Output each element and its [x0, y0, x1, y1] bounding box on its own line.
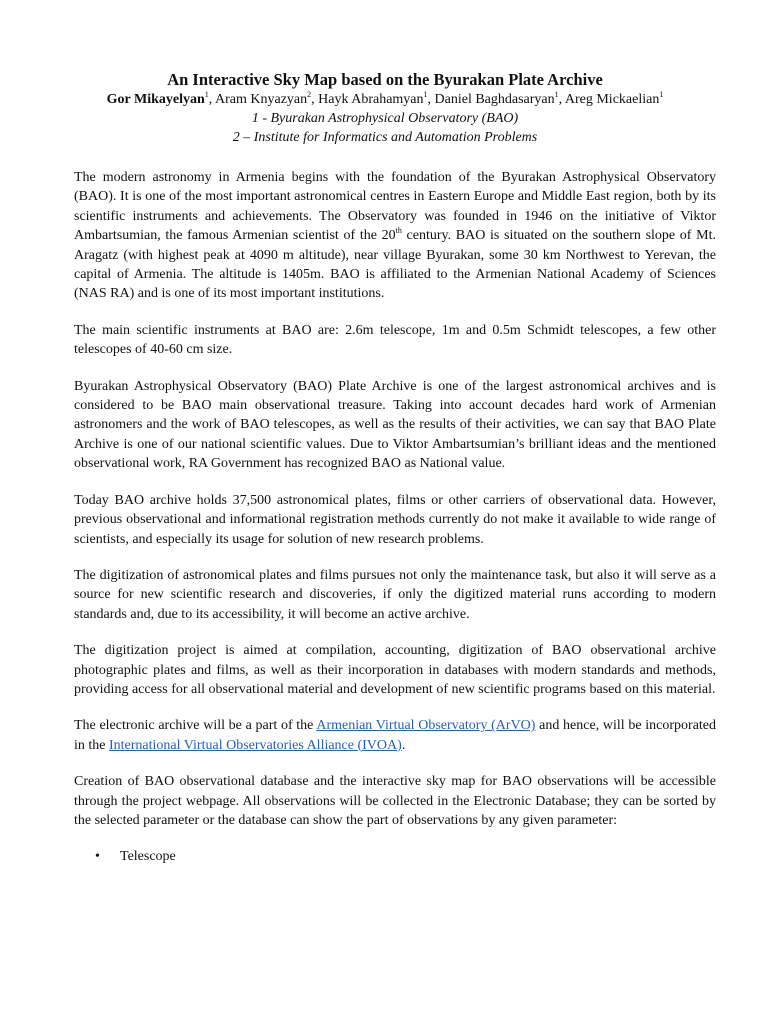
affiliation-2: 2 – Institute for Informatics and Automation Problems	[232, 130, 538, 145]
paper-header	[0, 70, 770, 147]
author-separator: ,	[208, 92, 216, 107]
paragraph-electronic-archive	[74, 716, 716, 755]
author-affil-mark: 1	[659, 90, 664, 99]
superscript: th	[395, 226, 402, 236]
author-affil-mark: 1	[423, 90, 428, 99]
paragraph-text: The modern astronomy in Armenia begins with the foundation of the Byurakan Astrophysical Observatory (BAO). It is one of the most important astronomical centres in Eastern Europe and Middle East region, both by its scientific instruments and achievements. The Observatory was founded in 1946 on the initiative of Viktor Ambartsumian, the famous Armenian scientist of the 20	[74, 170, 716, 244]
paragraph-instruments: The main scientific instruments at BAO are: 2.6m telescope, 1m and 0.5m Schmidt telescopes, a few other telescopes of 40-60 cm size.	[74, 322, 716, 358]
paragraph-database: Creation of BAO observational database and the interactive sky map for BAO observations will be accessible through the project webpage. All observations will be collected in the Electronic Database; they can be sorted by the selected parameter or the database can show the part of observations by any given parameter:	[74, 774, 716, 828]
parameter-list	[74, 847, 716, 866]
author-separator: ,	[427, 92, 435, 107]
author-name: Gor Mikayelyan	[106, 92, 205, 107]
bullet-icon: •	[95, 849, 100, 865]
paragraph-archive-holdings: Today BAO archive holds 37,500 astronomical plates, films or other carriers of observational data. However, previous observational and informational registration methods currently do not make it available to wide range of scientists, and especially its usage for solution of new research problems.	[74, 492, 716, 547]
paragraph-project-aim: The digitization project is aimed at compilation, accounting, digitization of BAO observational archive photographic plates and films, as well as their incorporation in databases with modern standards and methods, providing access for all observational material and development of new scientific programs based on this material.	[74, 643, 716, 697]
list-item	[95, 847, 716, 866]
paragraph-text: The electronic archive will be a part of the	[74, 718, 317, 734]
paragraph-digitization: The digitization of astronomical plates and films pursues not only the maintenance task, but also it will serve as a source for new scientific research and discoveries, if only the digitized material runs according to modern standards and, due to its accessibility, it will become an active archive.	[74, 567, 716, 622]
paragraph-text: and hence, will be incorporated in the	[74, 718, 717, 753]
paragraph-text: century. BAO is situated on the southern slope of Mt. Aragatz (with highest peak at 4090 m altitude), near village Byurakan, some 30 km Northwest to Yerevan, the capital of Armenia. The altitude is 1405m. BAO is affiliated to the Armenian National Academy of Sciences (NAS RA) and is one of its most important institutions.	[74, 228, 716, 302]
paragraph-plate-archive: Byurakan Astrophysical Observatory (BAO) Plate Archive is one of the largest astronomical archives and is considered to be BAO main observational treasure. Taking into account decades hard work of Armenian astronomers and the work of BAO telescopes, as well as the results of their activities, we can say that BAO Plate Archive is one of our national scientific values. Due to Viktor Ambartsumian’s brilliant ideas and the mentioned observational work, RA Government has recognized BAO as National value.	[74, 378, 716, 472]
author-line	[0, 90, 770, 109]
author-separator: ,	[558, 92, 565, 107]
paper-body	[74, 168, 716, 866]
author-affil-mark: 1	[554, 90, 559, 99]
paragraph-intro	[74, 168, 716, 304]
ivoa-link[interactable]: International Virtual Observatories Alliance (IVOA)	[109, 737, 402, 753]
author-affil-mark: 2	[307, 90, 312, 99]
affiliation-1: 1 - Byurakan Astrophysical Observatory (BAO)	[251, 111, 519, 126]
author-name: Aram Knyazyan	[215, 92, 308, 107]
author-name: Hayk Abrahamyan	[318, 92, 424, 107]
author-separator: ,	[311, 92, 319, 107]
list-item-label: Telescope	[120, 849, 176, 865]
author-name: Areg Mickaelian	[564, 92, 660, 107]
paragraph-text: .	[401, 737, 406, 753]
author-affil-mark: 1	[204, 90, 209, 99]
paper-title: An Interactive Sky Map based on the Byurakan Plate Archive	[167, 70, 603, 89]
author-name: Daniel Baghdasaryan	[434, 92, 555, 107]
arvo-link[interactable]: Armenian Virtual Observatory (ArVO)	[316, 718, 536, 734]
